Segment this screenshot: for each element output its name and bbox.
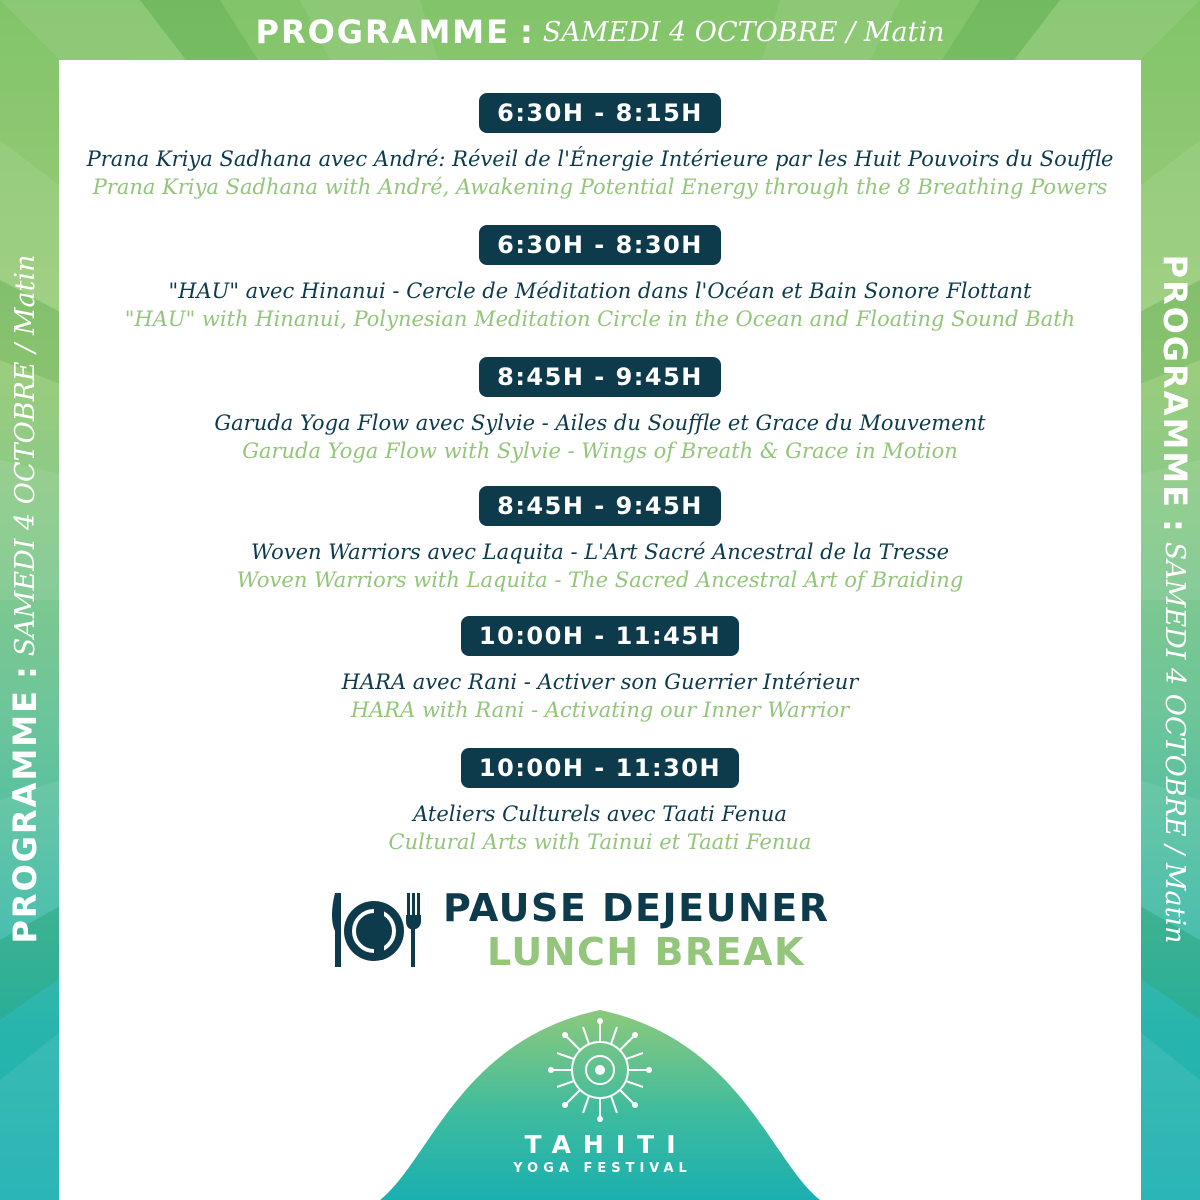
time-badge: 6:30H - 8:15H: [479, 93, 721, 133]
session-item: [59, 616, 1141, 724]
time-badge: 8:45H - 9:45H: [479, 486, 721, 526]
session-item: [59, 357, 1141, 465]
header-date: SAMEDI 4 OCTOBRE / Matin: [542, 16, 945, 48]
session-item: [59, 225, 1141, 333]
brand-logo: [450, 1130, 750, 1178]
header-label: PROGRAMME: [255, 13, 510, 51]
side-right-date: SAMEDI 4 OCTOBRE / Matin: [1159, 541, 1191, 944]
session-title-fr: Ateliers Culturels avec Taati Fenua: [413, 802, 787, 826]
side-left-date: SAMEDI 4 OCTOBRE / Matin: [9, 254, 41, 657]
time-badge: 10:00H - 11:45H: [461, 616, 739, 656]
session-title-en: HARA with Rani - Activating our Inner Warrior: [350, 698, 850, 722]
session-title-fr: Garuda Yoga Flow avec Sylvie - Ailes du Souffle et Grace du Mouvement: [214, 411, 986, 435]
session-title-en: "HAU" with Hinanui, Polynesian Meditation Circle in the Ocean and Floating Sound Bath: [124, 307, 1076, 331]
lunch-title-en: LUNCH BREAK: [487, 930, 805, 974]
brand-subtitle: YOGA FESTIVAL: [513, 1161, 692, 1176]
side-right-separator: :: [1156, 519, 1194, 532]
side-left-separator: :: [6, 666, 44, 679]
header-separator: :: [520, 13, 533, 51]
side-left-label: PROGRAMME: [6, 689, 44, 944]
session-title-en: Woven Warriors with Laquita - The Sacred Ancestral Art of Braiding: [236, 568, 964, 592]
side-title-left: [1, 149, 49, 1049]
time-badge: 6:30H - 8:30H: [479, 225, 721, 265]
plate-cutlery-icon: [329, 889, 421, 971]
session-item: [59, 486, 1141, 594]
session-title-en: Cultural Arts with Tainui et Taati Fenua: [388, 830, 812, 854]
mandala-logo-icon: [545, 1015, 655, 1125]
session-title-en: Garuda Yoga Flow with Sylvie - Wings of Breath & Grace in Motion: [242, 439, 958, 463]
time-badge: 8:45H - 9:45H: [479, 357, 721, 397]
session-title-fr: HARA avec Rani - Activer son Guerrier Intérieur: [341, 670, 859, 694]
time-badge: 10:00H - 11:30H: [461, 748, 739, 788]
session-title-fr: Woven Warriors avec Laquita - L'Art Sacré Ancestral de la Tresse: [250, 540, 950, 564]
session-item: [59, 748, 1141, 856]
header-title: [0, 8, 1200, 56]
brand-name: TAHITI: [524, 1130, 688, 1159]
session-title-fr: "HAU" avec Hinanui - Cercle de Méditation dans l'Océan et Bain Sonore Flottant: [168, 279, 1032, 303]
side-right-label: PROGRAMME: [1156, 254, 1194, 509]
session-item: [59, 93, 1141, 201]
session-title-en: Prana Kriya Sadhana with André, Awakening Potential Energy through the 8 Breathing Powers: [92, 175, 1108, 199]
session-title-fr: Prana Kriya Sadhana avec André: Réveil de l'Énergie Intérieure par les Huit Pouvoirs du Souffle: [86, 147, 1114, 171]
lunch-title-fr: PAUSE DEJEUNER: [443, 886, 830, 930]
lunch-text: [443, 886, 830, 974]
side-title-right: [1151, 149, 1199, 1049]
lunch-break: [329, 885, 830, 975]
